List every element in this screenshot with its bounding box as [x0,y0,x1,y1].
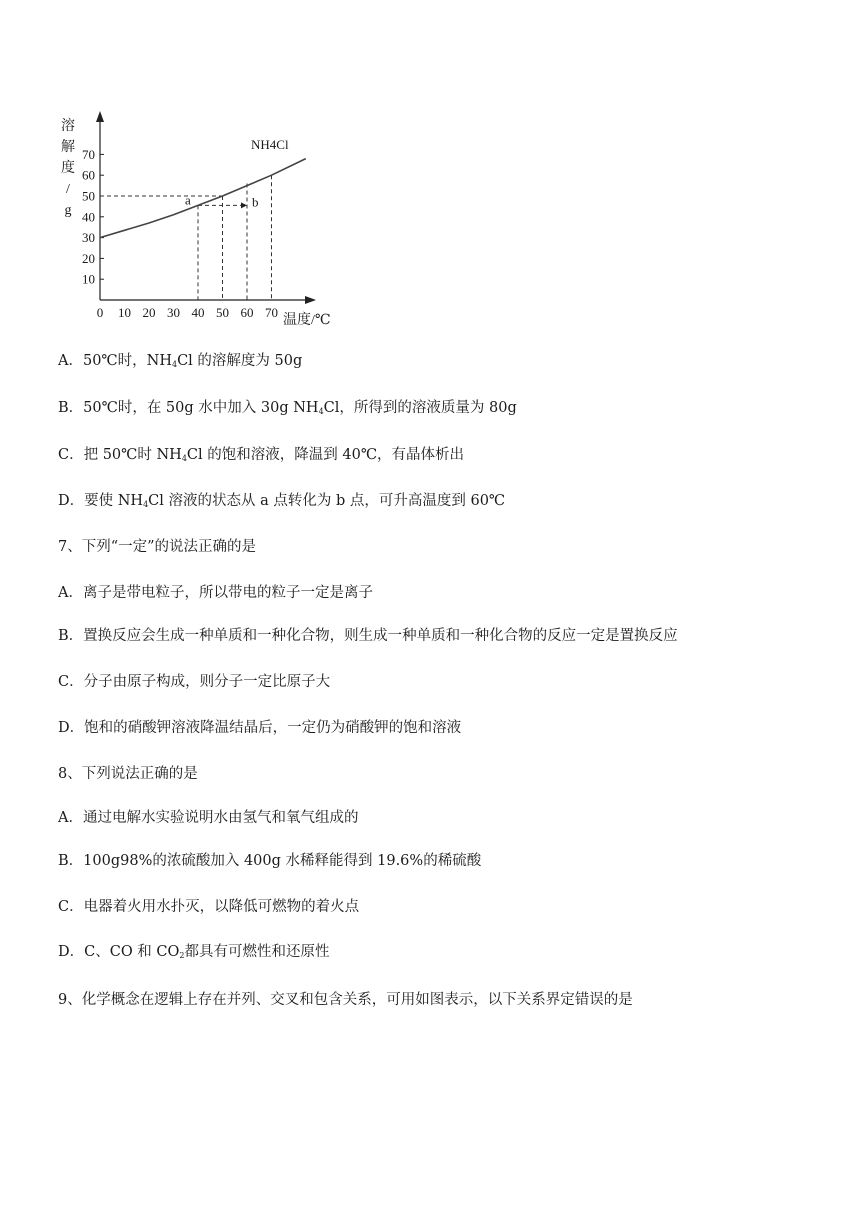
x-tick-label: 30 [167,305,180,320]
text-line-q7a [58,583,373,603]
subscript: 4 [171,360,178,369]
y-axis-label-char: / [66,182,70,197]
x-axis-arrow [305,296,316,304]
y-tick-label: 20 [82,250,95,266]
text-line-q7d [58,718,461,738]
text-segment: A．50℃时，NH [58,353,172,369]
subscript: 4 [181,454,187,463]
text-line-q8b [58,851,481,871]
text-line-q7c [58,672,330,692]
y-axis-label-char: 度 [61,161,75,176]
text-segment: B．置换反应会生成一种单质和一种化合物，则生成一种单质和一种化合物的反应一定是置换反应 [58,628,678,644]
y-axis-label-char: g [64,203,72,218]
subscript: 4 [143,500,149,509]
nh4cl-curve [100,159,306,238]
text-line-q8c [58,897,359,917]
series-label-nh4cl: NH4Cl [251,137,289,152]
text-line-q8d [58,942,330,966]
text-segment: 都具有可燃性和还原性 [184,944,330,960]
x-tick-label: 0 [96,305,104,320]
text-segment: Cl 的溶解度为 50g [177,353,303,369]
y-tick-label: 30 [82,230,95,246]
y-axis-label-char: 溶 [61,119,75,134]
y-tick-label: 60 [82,167,95,183]
x-tick-label: 10 [118,305,131,320]
text-segment: 9、化学概念在逻辑上存在并列、交叉和包含关系，可用如图表示，以下关系界定错误的是 [58,992,633,1008]
y-axis-label [61,117,75,218]
text-segment: A．离子是带电粒子，所以带电的粒子一定是离子 [58,585,373,601]
y-tick-label: 50 [82,188,95,204]
x-tick-label: 50 [216,305,229,320]
solubility-chart [50,108,350,333]
text-line-q7 [58,537,256,557]
text-line-q8a [58,808,358,828]
text-line-q6a [58,351,302,375]
y-tick-label: 40 [82,209,95,225]
text-segment: Cl 的饱和溶液，降温到 40℃，有晶体析出 [186,447,465,463]
x-tick-label: 20 [142,305,156,320]
text-segment: A．通过电解水实验说明水由氢气和氧气组成的 [58,810,359,826]
x-axis-label: 温度/℃ [283,313,331,328]
point-label-b: b [252,194,259,210]
y-tick-label: 10 [82,271,95,287]
text-line-q6d [58,491,505,515]
text-line-q6c [58,445,464,469]
y-tick-label: 70 [82,146,95,162]
y-axis-arrow [96,111,104,122]
x-tick-label: 60 [240,305,254,320]
a-to-b-arrowhead [241,202,247,208]
text-segment: D．C、CO 和 CO [58,944,180,960]
text-segment: Cl，所得到的溶液质量为 80g [323,400,517,416]
text-line-q9 [58,990,633,1010]
text-line-q8 [58,764,198,784]
text-segment: C．电器着火用水扑灭，以降低可燃物的着火点 [58,899,360,915]
subscript: 2 [179,951,185,960]
text-segment: C．分子由原子构成，则分子一定比原子大 [58,674,331,690]
y-axis-label-char: 解 [61,140,75,155]
text-segment: 7、下列“一定”的说法正确的是 [58,539,257,555]
text-segment: D．饱和的硝酸钾溶液降温结晶后，一定仍为硝酸钾的饱和溶液 [58,720,462,736]
x-tick-label: 70 [265,305,278,320]
text-segment: C．把 50℃时 NH [58,447,182,463]
text-line-q7b [58,626,678,646]
text-segment: 8、下列说法正确的是 [58,766,198,782]
text-segment: B．100g98%的浓硫酸加入 400g 水稀释能得到 19.6%的稀硫酸 [58,853,482,869]
text-line-q6b [58,398,517,422]
subscript: 4 [318,407,324,416]
x-tick-label: 40 [191,305,205,320]
point-label-a: a [185,192,191,208]
text-segment: B．50℃时，在 50g 水中加入 30g NH [58,400,319,416]
text-segment: D．要使 NH [58,493,144,509]
text-segment: Cl 溶液的状态从 a 点转化为 b 点，可升高温度到 60℃ [148,493,506,509]
